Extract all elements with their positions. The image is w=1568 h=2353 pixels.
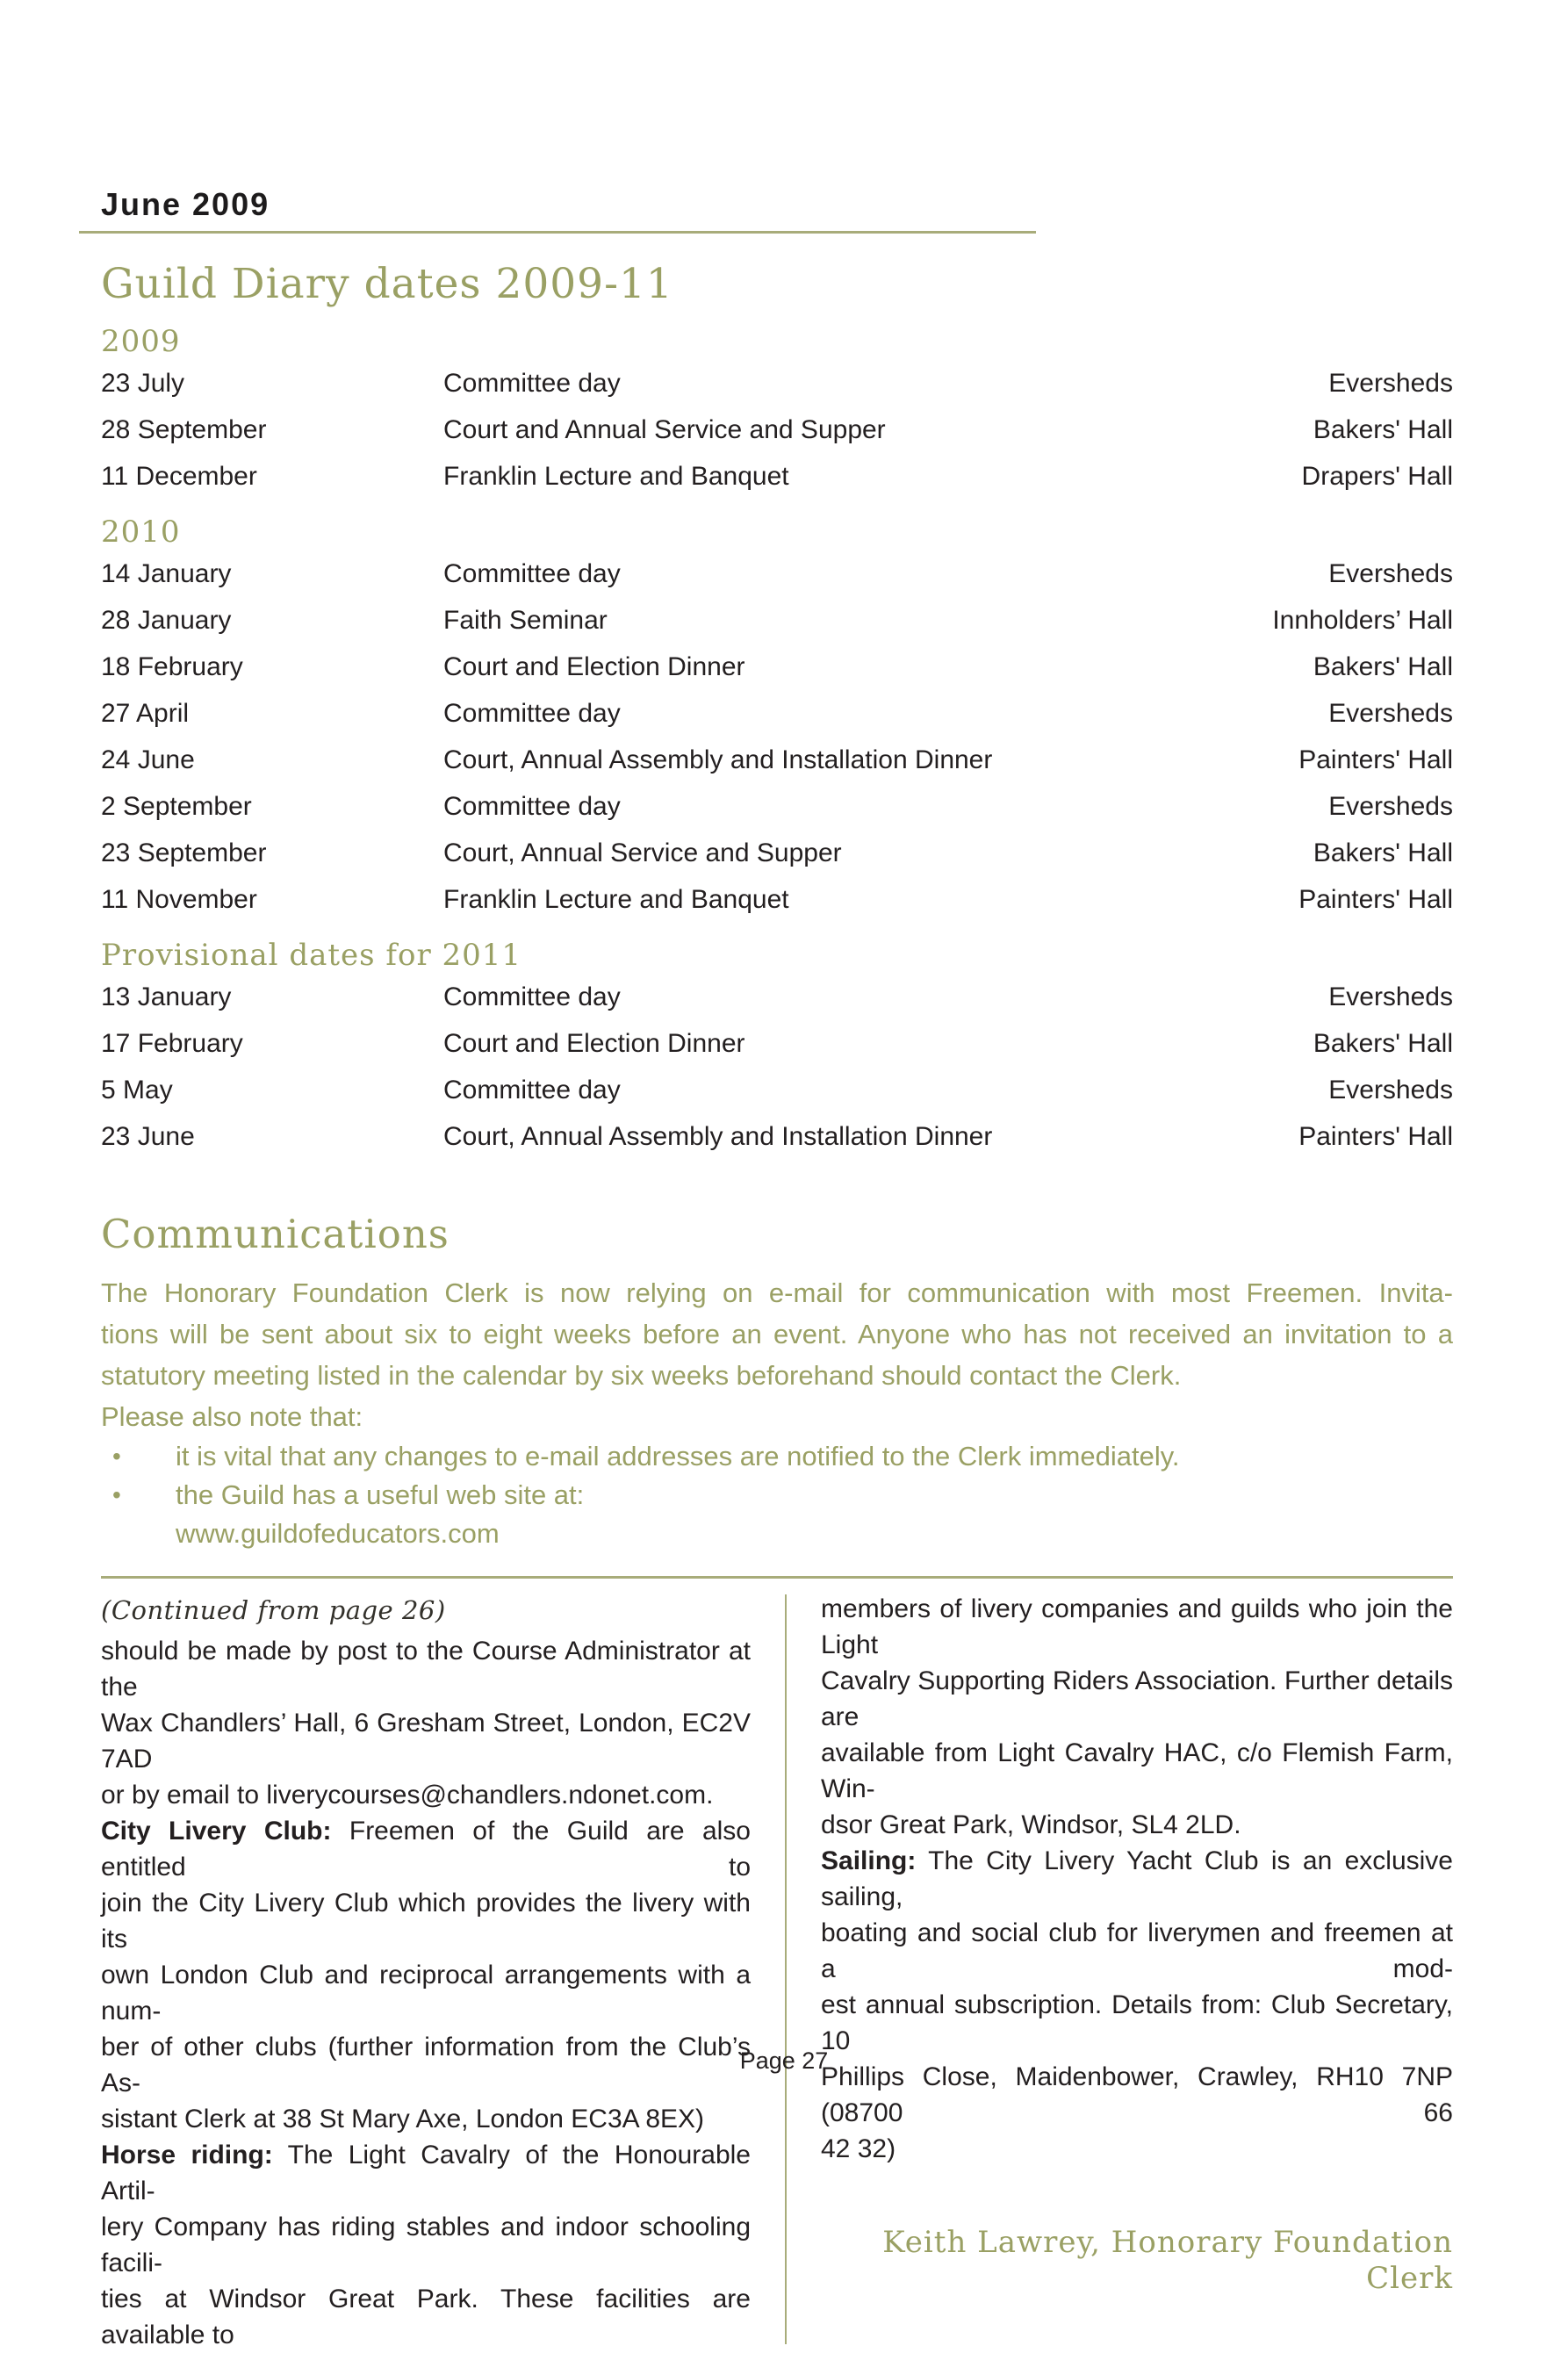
bullet-text: it is vital that any changes to e-mail addresses are notified to the Clerk immediately. [176,1441,1180,1472]
diary-sections [101,323,1453,1160]
bullet-icon: • [112,1443,121,1470]
diary-row [101,644,1453,690]
diary-row [101,550,1453,597]
text-line: ber of other clubs (further information from the Club’s As- [101,2033,751,2098]
bold-lead: City Livery Club: [101,1817,332,1846]
diary-date: 23 September [101,838,267,867]
text-line: boating and social club for liverymen and freemen at a mod- [821,1918,1453,1983]
diary-date: 17 February [101,1028,243,1058]
diary-venue: Eversheds [1328,558,1453,588]
bullet-icon: • [112,1481,121,1508]
diary-event: Court, Annual Service and Supper [443,838,842,867]
diary-date: 2 September [101,791,252,821]
diary-venue: Eversheds [1328,368,1453,398]
communications-heading: Communications [101,1211,450,1257]
diary-row [101,783,1453,830]
text-line: should be made by post to the Course Administrator at the [101,1637,751,1702]
left-column-paragraphs [101,1633,751,2353]
diary-row [101,737,1453,783]
note-intro: Please also note that: [101,1401,363,1432]
text-line: members of livery companies and guilds who join the Light [821,1594,1453,1659]
bold-lead: Horse riding: [101,2141,273,2170]
text-line: or by email to liverycourses@chandlers.ndonet.com. [101,1781,714,1810]
bold-lead: Sailing: [821,1846,917,1875]
column-divider [785,1594,787,2344]
diary-event: Court and Election Dinner [443,1028,745,1058]
diary-venue: Painters' Hall [1298,1121,1453,1151]
continued-note: (Continued from page 26) [101,1595,446,1625]
diary-event: Court and Annual Service and Supper [443,414,886,444]
section-divider-rule [101,1576,1453,1579]
text-line: lery Company has riding stables and indoor schooling facili- [101,2213,751,2277]
issue-date: June 2009 [101,186,270,222]
page-header [101,186,1453,234]
diary-date: 18 February [101,651,243,681]
diary-event: Committee day [443,698,621,728]
diary-date: 23 June [101,1121,195,1151]
diary-row [101,690,1453,737]
text-line: The Honorary Foundation Clerk is now relying on e-mail for communication with most Freemen. Invita- [101,1277,1453,1308]
diary-venue: Eversheds [1328,791,1453,821]
diary-venue: Innholders’ Hall [1272,605,1453,635]
communications-section [101,1211,1453,1553]
text-line: est annual subscription. Details from: Club Secretary, 10 [821,1990,1453,2055]
diary-event: Court, Annual Assembly and Installation Dinner [443,745,993,774]
diary-date: 13 January [101,982,232,1011]
diary-date: 11 November [101,884,257,914]
diary-venue: Eversheds [1328,1075,1453,1105]
header-rule [79,231,1036,234]
left-column [101,1591,751,2353]
text-line: dsor Great Park, Windsor, SL4 2LD. [821,1810,1241,1839]
text-line: statutory meeting listed in the calendar by six weeks beforehand should contact the Clerk. [101,1360,1182,1391]
diary-event: Court and Election Dinner [443,651,745,681]
website-link[interactable]: www.guildofeducators.com [176,1518,500,1549]
text-line: Phillips Close, Maidenbower, Crawley, RH10 7NP (08700 66 [821,2062,1453,2127]
right-column [821,1591,1453,2353]
text-line: tions will be sent about six to eight weeks before an event. Anyone who has not received an invitation to a [101,1319,1453,1349]
diary-event: Franklin Lecture and Banquet [443,461,789,491]
right-column-paragraphs [821,1591,1453,2167]
text-line: Wax Chandlers’ Hall, 6 Gresham Street, London, EC2V 7AD [101,1709,751,1774]
bullet-item [101,1437,1453,1476]
diary-venue: Painters' Hall [1298,745,1453,774]
diary-row [101,597,1453,644]
diary-row [101,1020,1453,1067]
diary-date: 24 June [101,745,195,774]
diary-row [101,876,1453,923]
diary-date: 23 July [101,368,185,398]
diary-date: 5 May [101,1075,173,1105]
diary-date: 14 January [101,558,232,588]
diary-event: Committee day [443,558,621,588]
bullet-item [101,1476,1453,1515]
bullet-text: the Guild has a useful web site at: [176,1479,585,1510]
diary-date: 28 September [101,414,267,444]
diary-row [101,453,1453,500]
diary-row [101,974,1453,1020]
diary-venue: Bakers' Hall [1313,1028,1453,1058]
diary-venue: Bakers' Hall [1313,838,1453,867]
diary-event: Committee day [443,368,621,398]
diary-row [101,407,1453,453]
diary-event: Committee day [443,982,621,1011]
page-number: Page 27 [739,2047,829,2074]
signature: Keith Lawrey, Honorary Foundation Clerk [882,2225,1453,2296]
diary-venue: Drapers' Hall [1301,461,1453,491]
diary-row [101,1113,1453,1160]
text-line: available from Light Cavalry HAC, c/o Flemish Farm, Win- [821,1738,1453,1803]
diary-section-heading: Provisional dates for 2011 [101,938,522,973]
text-line: own London Club and reciprocal arrangements with a num- [101,1961,751,2026]
diary-event: Court, Annual Assembly and Installation Dinner [443,1121,993,1151]
page-title: Guild Diary dates 2009-11 [101,260,673,308]
two-column-section [101,1591,1453,2353]
diary-row [101,1067,1453,1113]
text-line: sistant Clerk at 38 St Mary Axe, London EC3A 8EX) [101,2105,705,2134]
text-line: Horse riding: The Light Cavalry of the Honourable Artil- [101,2141,751,2205]
diary-section-heading: 2009 [101,324,181,359]
diary-row [101,830,1453,876]
diary-event: Franklin Lecture and Banquet [443,884,789,914]
diary-venue: Eversheds [1328,698,1453,728]
diary-venue: Painters' Hall [1298,884,1453,914]
diary-venue: Eversheds [1328,982,1453,1011]
diary-venue: Bakers' Hall [1313,414,1453,444]
text-line: join the City Livery Club which provides the livery with its [101,1889,751,1954]
diary-event: Faith Seminar [443,605,608,635]
communications-paragraph [101,1272,1453,1396]
diary-date: 27 April [101,698,190,728]
diary-row [101,360,1453,407]
text-line: ties at Windsor Great Park. These facilities are available to [101,2285,751,2349]
diary-event: Committee day [443,791,621,821]
text-line: City Livery Club: Freemen of the Guild are also entitled to [101,1817,751,1882]
bullet-list [101,1437,1453,1515]
diary-date: 11 December [101,461,257,491]
text-line: Sailing: The City Livery Yacht Club is an exclusive sailing, [821,1846,1453,1911]
diary-venue: Bakers' Hall [1313,651,1453,681]
text-line: Cavalry Supporting Riders Association. Further details are [821,1666,1453,1731]
diary-event: Committee day [443,1075,621,1105]
diary-date: 28 January [101,605,232,635]
text-line: 42 32) [821,2134,896,2163]
diary-section-heading: 2010 [101,514,181,550]
